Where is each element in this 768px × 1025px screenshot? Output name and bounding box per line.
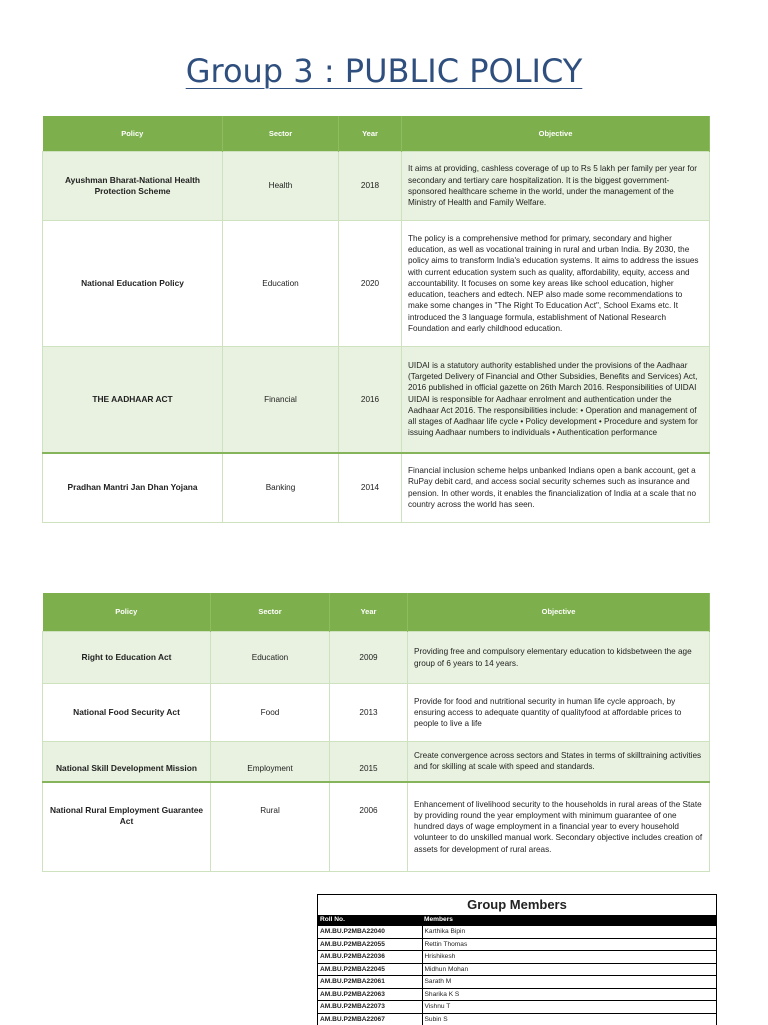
- page-title: Group 3 : PUBLIC POLICY: [185, 52, 583, 90]
- header-sector: Sector: [223, 116, 339, 152]
- table-row: [43, 152, 710, 221]
- member-name: Sharika K S: [422, 988, 716, 1001]
- member-row: [318, 1001, 716, 1014]
- member-name: Vishnu T: [422, 1001, 716, 1014]
- member-row: [318, 976, 716, 989]
- table-row: [43, 347, 710, 453]
- policy-year: 2018: [339, 152, 402, 221]
- policy-name: National Skill Development Mission: [43, 742, 211, 782]
- header-policy: Policy: [43, 116, 223, 152]
- member-roll-no: AM.BU.P2MBA22073: [318, 1001, 422, 1014]
- policy-sector: Banking: [223, 453, 339, 523]
- header-members: Members: [422, 915, 716, 926]
- policy-name: National Rural Employment Guarantee Act: [43, 782, 211, 872]
- policy-name: Right to Education Act: [43, 632, 211, 684]
- policy-objective: Financial inclusion scheme helps unbanked Indians open a bank account, get a RuPay debit card, and access social security schemes such as insurance and pension. In other words, it enables the financialization of India at a scale that no country across the world has seen.: [402, 453, 710, 523]
- policy-sector: Employment: [211, 742, 330, 782]
- member-name: Midhun Mohan: [422, 963, 716, 976]
- table-row: [43, 221, 710, 347]
- member-roll-no: AM.BU.P2MBA22063: [318, 988, 422, 1001]
- member-name: Sarath M: [422, 976, 716, 989]
- policy-year: 2006: [330, 782, 408, 872]
- policy-sector: Health: [223, 152, 339, 221]
- policy-objective: Providing free and compulsory elementary education to kidsbetween the age group of 6 years to 14 years.: [408, 632, 710, 684]
- policy-objective: UIDAI is a statutory authority established under the provisions of the Aadhaar (Targeted Delivery of Financial and Other Subsidies, Benefits and Services) Act, 2016 published in official gazette on 26th March 2016. Responsibilities of UIDAI UIDAI is responsible for Aadhaar enrolment and authentication under the Aadhaar Act 2016. The responsibilities include: • Operation and management of all stages of Aadhaar life cycle • Policy development • Procedure and system for issuing Aadhaar numbers to individuals • Authentication performance: [402, 347, 710, 453]
- header-year: Year: [339, 116, 402, 152]
- member-name: Rettin Thomas: [422, 938, 716, 951]
- member-row: [318, 1013, 716, 1025]
- member-roll-no: AM.BU.P2MBA22061: [318, 976, 422, 989]
- policy-year: 2016: [339, 347, 402, 453]
- policy-sector: Rural: [211, 782, 330, 872]
- policy-year: 2014: [339, 453, 402, 523]
- policy-objective: Enhancement of livelihood security to the households in rural areas of the State by providing round the year employment with minimum guarantee of one hundred days of wage employment in a financial year to every household volunteer to do unskilled manual work. Secondary objective includes creation of assets for development of rural areas.: [408, 782, 710, 872]
- member-roll-no: AM.BU.P2MBA22067: [318, 1013, 422, 1025]
- table-row: [43, 632, 710, 684]
- member-roll-no: AM.BU.P2MBA22055: [318, 938, 422, 951]
- member-name: Hrishikesh: [422, 951, 716, 964]
- table-row: [43, 742, 710, 782]
- policy-name: National Food Security Act: [43, 684, 211, 742]
- policy-objective: It aims at providing, cashless coverage of up to Rs 5 lakh per family per year for secondary and tertiary care hospitalization. It is the biggest government-sponsored healthcare scheme in the world, under the management of the Ministry of Health and Family Welfare.: [402, 152, 710, 221]
- members-title: Group Members: [467, 897, 567, 912]
- policy-year: 2009: [330, 632, 408, 684]
- member-row: [318, 988, 716, 1001]
- table-row: [43, 453, 710, 523]
- member-row: [318, 926, 716, 939]
- header-objective: Objective: [408, 593, 710, 632]
- policy-table-1: [42, 116, 710, 523]
- policy-objective: Provide for food and nutritional security in human life cycle approach, by ensuring access to adequate quantity of qualityfood at affordable prices to people to live a life: [408, 684, 710, 742]
- policy-name: Pradhan Mantri Jan Dhan Yojana: [43, 453, 223, 523]
- table-row: [43, 684, 710, 742]
- member-roll-no: AM.BU.P2MBA22036: [318, 951, 422, 964]
- policy-objective: Create convergence across sectors and States in terms of skilltraining activities and for skilling at scale with speed and standards.: [408, 742, 710, 782]
- header-year: Year: [330, 593, 408, 632]
- header-roll-no: Roll No.: [318, 915, 422, 926]
- policy-name: Ayushman Bharat-National Health Protection Scheme: [43, 152, 223, 221]
- policy-year: 2013: [330, 684, 408, 742]
- policy-year: 2015: [330, 742, 408, 782]
- policy-name: THE AADHAAR ACT: [43, 347, 223, 453]
- member-row: [318, 951, 716, 964]
- policy-sector: Education: [211, 632, 330, 684]
- member-row: [318, 963, 716, 976]
- header-policy: Policy: [43, 593, 211, 632]
- member-name: Karthika Bipin: [422, 926, 716, 939]
- member-row: [318, 938, 716, 951]
- policy-sector: Food: [211, 684, 330, 742]
- member-roll-no: AM.BU.P2MBA22040: [318, 926, 422, 939]
- policy-table-2: [42, 593, 710, 872]
- policy-name: National Education Policy: [43, 221, 223, 347]
- member-roll-no: AM.BU.P2MBA22045: [318, 963, 422, 976]
- policy-sector: Education: [223, 221, 339, 347]
- group-members-table: [317, 894, 717, 1025]
- policy-sector: Financial: [223, 347, 339, 453]
- header-sector: Sector: [211, 593, 330, 632]
- policy-year: 2020: [339, 221, 402, 347]
- header-objective: Objective: [402, 116, 710, 152]
- member-name: Subin S: [422, 1013, 716, 1025]
- table-row: [43, 782, 710, 872]
- policy-objective: The policy is a comprehensive method for primary, secondary and higher education, as well as vocational training in rural and urban India. By 2030, the policy aims to transform India's education systems. It aims to address the issues with current education system such as quality, affordability, equity, access and accountability. It focuses on some key areas like school education, higher education, teachers and edtech. NEP also made some recommendations to make some changes in "The Right To Education Act", School Exams etc. It introduced the 3 language formula, establishment of National Research Foundation and early childhood education.: [402, 221, 710, 347]
